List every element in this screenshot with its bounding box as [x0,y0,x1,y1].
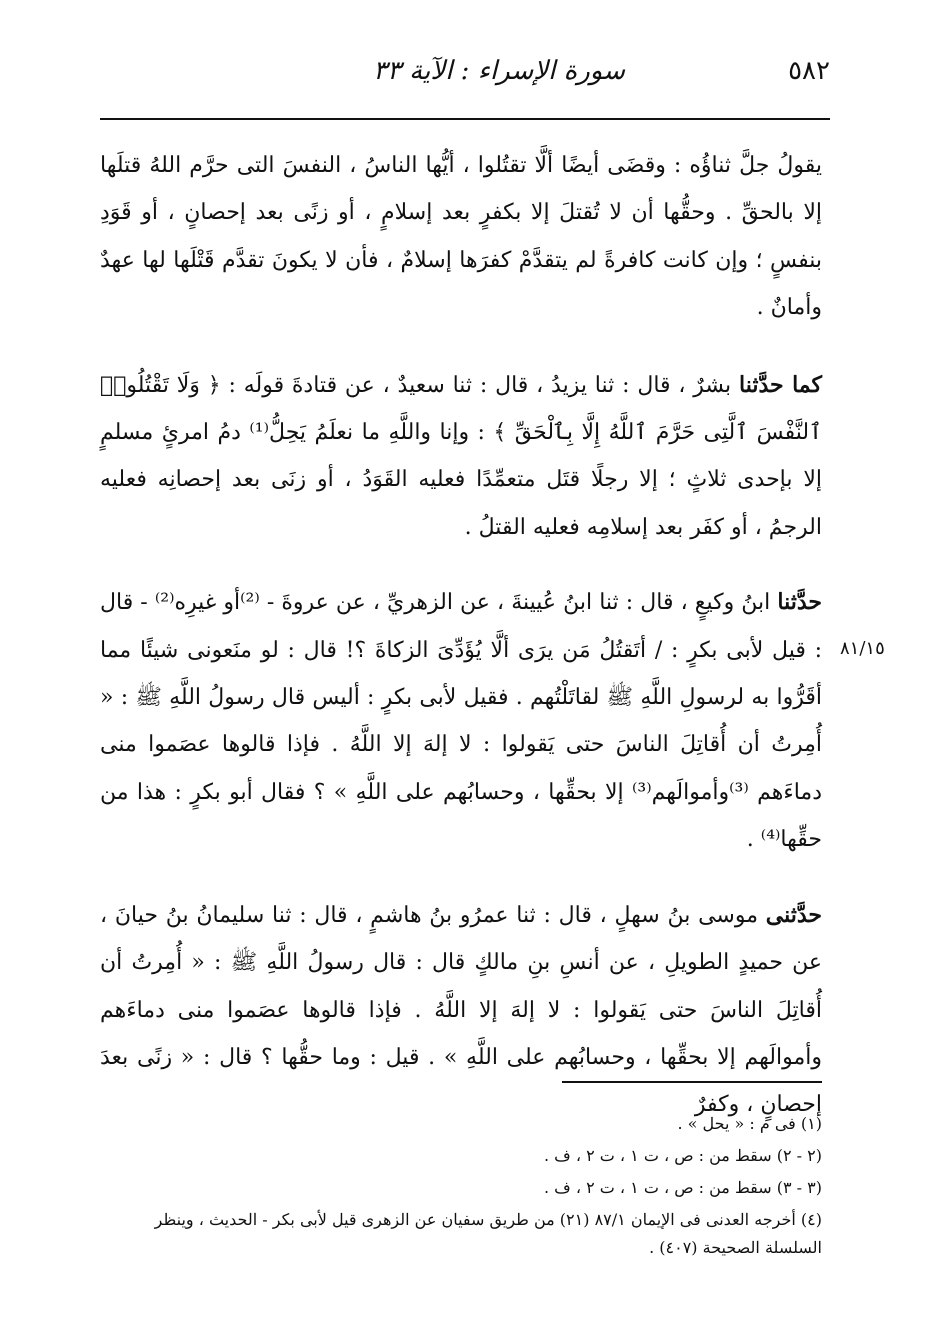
paragraph [100,142,822,332]
main-text [100,142,822,1157]
paragraph [100,362,822,552]
footnote: (١) فى م : « يحل » . [677,1114,822,1133]
paragraph-lead: كما حدَّثنا [739,371,822,398]
margin-reference: ٨١/١٥ [840,638,885,659]
paragraph-text: يقولُ جلَّ ثناؤُه : وقضَى أيضًا ألَّا تقتُلوا ، أيُّها الناسُ ، النفسَ التى حرَّم اللهُ قتلَها إلا بالحقِّ . وحقُّها أن لا تُقتلَ إلا بكفرٍ بعد إسلامٍ ، أو زنًى بعد إحصانٍ ، أو قَوَدِ بنفسٍ ؛ وإن كانت كافرةً لم يتقدَّمْ كفرَها إسلامٌ ، فأن لا يكونَ تقدَّم قَتْلَها لها عهدٌ وأمانٌ . [100,153,822,321]
paragraph-lead: حدَّثنى [765,901,822,928]
footnote: (٣ - ٣) سقط من : ص ، ت ١ ، ت ٢ ، ف . [543,1178,822,1197]
footnote: (٢ - ٢) سقط من : ص ، ت ١ ، ت ٢ ، ف . [543,1146,822,1165]
paragraph-text: ابنُ وكيعٍ ، قال : ثنا ابنُ عُيينةَ ، عن الزهريِّ ، عن عروةَ - ⁽²⁾أو غيرِه⁽²⁾ - قال : قيل لأبى بكرٍ : / أتَقتُلُ مَن يرَى ألَّا يُؤَدِّىَ الزكاةَ ؟! قال : لو منَعونى شيئًا مما أقَرُّوا به لرسولِ اللَّهِ ﷺ لقاتَلْتُهم . فقيل لأبى بكرٍ : أليس قال رسولُ اللَّهِ ﷺ : « أُمِرتُ أن أُقاتِلَ الناسَ حتى يَقولوا : لا إلهَ إلا اللَّهُ . فإذا قالوها عصَموا منى دماءَهم ⁽³⁾وأموالَهم⁽³⁾ إلا بحقِّها ، وحسابُهم على اللَّهِ » ؟ فقال أبو بكرٍ : هذا من حقِّها⁽⁴⁾ . [100,590,822,853]
page-number: ٥٨٢ [788,56,830,86]
paragraph [100,892,822,1129]
footnotes [100,1110,822,1266]
header-divider [100,118,830,120]
paragraph-lead: حدَّثنا [777,589,822,616]
paragraph-text: موسى بنُ سهلٍ ، قال : ثنا عمرُو بنُ هاشمٍ ، قال : ثنا سليمانُ بنُ حيانَ ، عن حميدٍ الطويلِ ، عن أنسِ بنِ مالكٍ قال : قال رسولُ اللَّهِ ﷺ : « أُمِرتُ أن أُقاتِلَ الناسَ حتى يَقولوا : لا إلهَ إلا اللَّهُ . فإذا قالوها عصَموا منى دماءَهم وأموالَهم إلا بحقِّها ، وحسابُهم على اللَّهِ » . قيل : وما حقُّها ؟ قال : « زنًى بعدَ إحصانٍ ، وكفرٌ [100,902,822,1118]
footnote-divider [562,1081,822,1083]
footnote: (٤) أخرجه العدنى فى الإيمان ٨٧/١ (٢١) من طريق سفيان عن الزهرى قيل لأبى بكر - الحديث ، وينظر السلسلة الصحيحة (٤٠٧) . [154,1210,822,1257]
paragraph-text: بشرٌ ، قال : ثنا يزيدُ ، قال : ثنا سعيدٌ ، عن قتادةَ قولَه : ﴿ وَلَا تَقْتُلُوا۟ ٱلنَّفْسَ ٱلَّتِى حَرَّمَ ٱللَّهُ إِلَّا بِٱلْحَقِّ ﴾ : وإنا واللَّهِ ما نعلَمُ يَحِلُّ⁽¹⁾ دمُ امرئٍ مسلمٍ إلا بإحدى ثلاثٍ ؛ إلا رجلًا قتَل متعمِّدًا فعليه القَوَدُ ، أو زنَى بعد إحصانِه فعليه الرجمُ ، أو كفَر بعد إسلامِه فعليه القتلُ . [100,372,822,540]
running-title: سورة الإسراء : الآية ٣٣ [372,56,625,86]
paragraph [100,579,822,863]
page-header [100,52,830,100]
